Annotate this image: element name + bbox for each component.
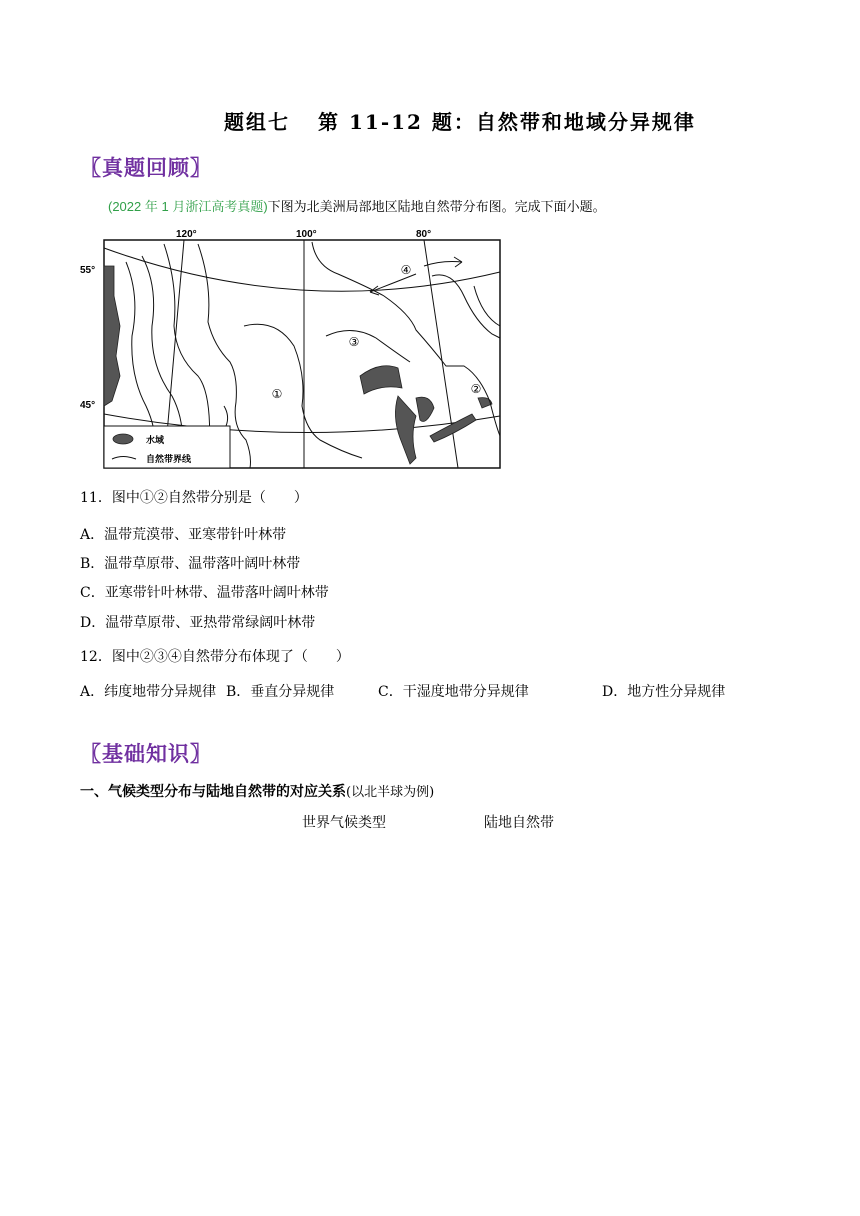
q11-stem: 11．图中①②自然带分别是（ ） [80,490,308,506]
knowledge-subheading [80,781,434,801]
q12-option-d: D．地方性分异规律 [602,684,726,700]
lat-label-45: 45° [80,400,96,411]
section-heading-basics: 〖基础知识〗 [80,742,212,766]
q12-option-a: A．纬度地带分异规律 [80,684,217,700]
zone-marker-4: ④ [400,263,412,277]
q11-option-b: B．温带草原带、温带落叶阔叶林带 [80,556,301,572]
legend-water-swatch [113,434,133,444]
lon-label-120: 120° [176,229,197,240]
q12-option-c: C．干湿度地带分异规律 [378,684,529,700]
subheading-note: (以北半球为例) [346,785,435,800]
lon-label-100: 100° [296,229,317,240]
title-group: 题组七 [224,110,291,134]
q11-option-c: C．亚寒带针叶林带、温带落叶阔叶林带 [80,585,329,601]
map-legend [104,426,230,468]
title-topic: 第 11-12 题：自然带和地域分异规律 [318,110,696,134]
q12-option-b: B．垂直分异规律 [226,684,335,700]
intro-text: 下图为北美洲局部地区陆地自然带分布图。完成下面小题。 [267,200,606,215]
question-intro [108,196,606,215]
zone-marker-3: ③ [348,335,360,349]
zone-marker-1: ① [271,387,283,401]
column-label-zone: 陆地自然带 [484,815,554,831]
column-label-climate: 世界气候类型 [302,815,386,831]
legend-water-label: 水域 [146,436,165,446]
north-america-natural-zone-map [80,226,510,476]
legend-boundary-label: 自然带界线 [146,455,192,465]
q12-stem: 12．图中②③④自然带分布体现了（ ） [80,649,350,665]
zone-marker-2: ② [470,382,482,396]
subheading-text: 一、气候类型分布与陆地自然带的对应关系 [80,784,346,800]
exam-source: (2022 年 1 月浙江高考真题) [108,199,268,214]
page-title [0,106,860,135]
q11-option-d: D．温带草原带、亚热带常绿阔叶林带 [80,615,316,631]
section-heading-review: 〖真题回顾〗 [80,156,212,180]
q11-option-a: A．温带荒漠带、亚寒带针叶林带 [80,527,287,543]
lat-label-55: 55° [80,265,96,276]
lon-label-80: 80° [416,229,432,240]
